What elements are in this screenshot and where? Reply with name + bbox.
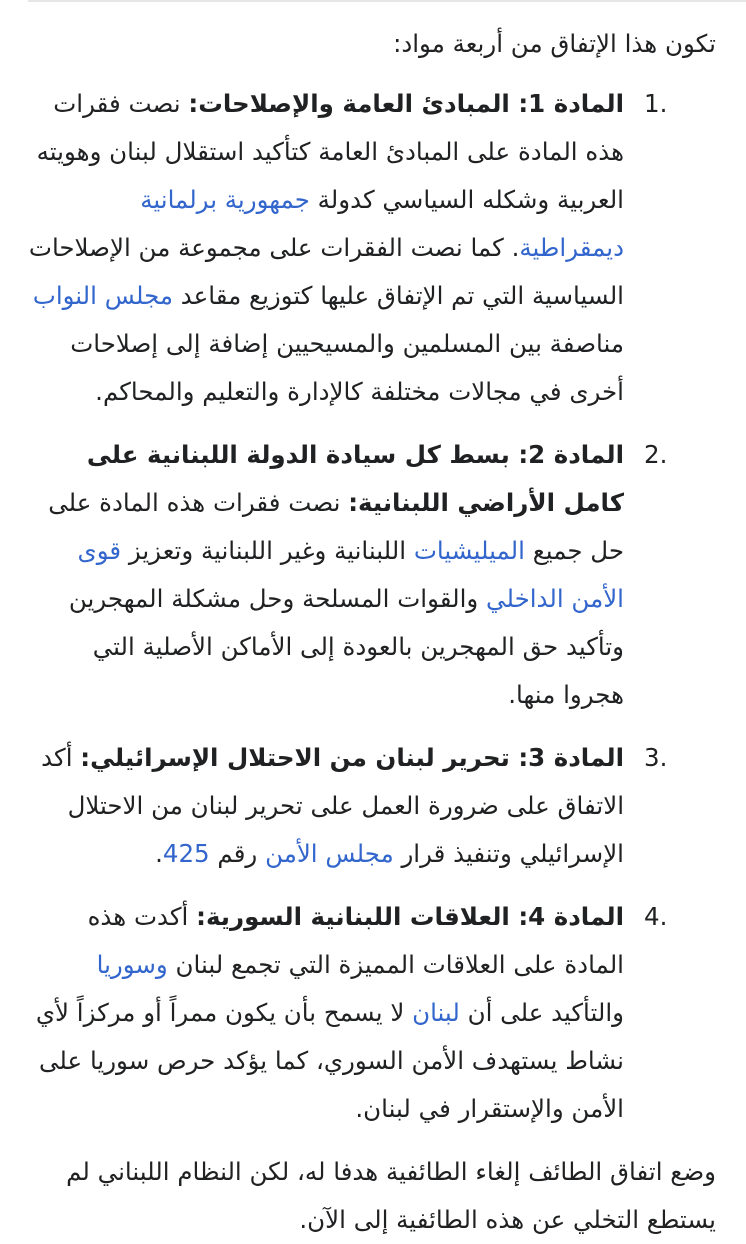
article-title: المادة 1: المبادئ العامة والإصلاحات: xyxy=(188,89,624,118)
article-title: المادة 3: تحرير لبنان من الاحتلال الإسرائيلي: xyxy=(80,743,624,772)
article-text: . كما نصت الفقرات على مجموعة من الإصلاحات السياسية التي تم الإتفاق عليها كتوزيع مقاعد xyxy=(28,233,624,310)
list-item-article-1 xyxy=(28,80,716,416)
link-security-council[interactable]: مجلس الأمن xyxy=(265,839,394,868)
link-militias[interactable]: الميليشيات xyxy=(413,536,525,565)
list-item-article-3 xyxy=(28,734,716,878)
link-parliament[interactable]: مجلس النواب xyxy=(32,281,174,310)
article-text: اللبنانية وغير اللبنانية وتعزيز xyxy=(121,536,414,565)
article-text: لا يسمح بأن يكون ممراً أو مركزاً لأي نشاط يستهدف الأمن السوري، كما يؤكد حرص سوريا على الأمن والإستقرار في لبنان. xyxy=(35,998,624,1123)
list-number: .4 xyxy=(644,902,668,931)
article-title: المادة 2: بسط كل سيادة الدولة اللبنانية على كامل الأراضي اللبنانية: xyxy=(86,440,624,517)
article-text: رقم xyxy=(209,839,266,868)
link-internal-security-forces[interactable]: قوى الأمن الداخلي xyxy=(77,536,624,613)
article-text: . xyxy=(155,839,163,868)
link-parliamentary-democratic-republic[interactable]: جمهورية برلمانية ديمقراطية xyxy=(140,185,624,262)
article-text: نصت فقرات هذه المادة على حل جميع xyxy=(48,488,624,565)
articles-list xyxy=(28,80,716,1133)
list-number: .2 xyxy=(644,440,668,469)
list-item-article-4 xyxy=(28,893,716,1133)
list-item-article-2 xyxy=(28,431,716,719)
article-text: والتأكيد على أن xyxy=(459,998,624,1027)
list-number: .1 xyxy=(644,89,668,118)
article-text: نصت فقرات هذه المادة على المبادئ العامة كتأكيد استقلال لبنان وهويته العربية وشكله السياسي كدولة xyxy=(36,89,624,214)
article-text: مناصفة بين المسلمين والمسيحيين إضافة إلى إصلاحات أخرى في مجالات مختلفة كالإدارة والتعليم والمحاكم. xyxy=(70,329,624,406)
article-text: والقوات المسلحة وحل مشكلة المهجرين وتأكيد حق المهجرين بالعودة إلى الأماكن الأصلية التي هجروا منها. xyxy=(68,584,624,709)
link-syria[interactable]: وسوريا xyxy=(96,950,168,979)
article-title: المادة 4: العلاقات اللبنانية السورية: xyxy=(196,902,624,931)
intro-paragraph: تكون هذا الإتفاق من أربعة مواد: xyxy=(393,29,716,58)
article-text: أكدت هذه المادة على العلاقات المميزة التي تجمع لبنان xyxy=(87,902,624,979)
link-resolution-425[interactable]: 425 xyxy=(162,839,210,868)
top-divider xyxy=(28,0,746,2)
closing-paragraph: وضع اتفاق الطائف إلغاء الطائفية هدفا له، لكن النظام اللبناني لم يستطع التخلي عن هذه الطائفية إلى الآن. xyxy=(66,1157,716,1234)
article-body xyxy=(28,20,716,1244)
list-number: .3 xyxy=(644,743,668,772)
link-lebanon[interactable]: لبنان xyxy=(412,998,460,1027)
article-text: أكد الاتفاق على ضرورة العمل على تحرير لبنان من الاحتلال الإسرائيلي وتنفيذ قرار xyxy=(41,743,624,868)
